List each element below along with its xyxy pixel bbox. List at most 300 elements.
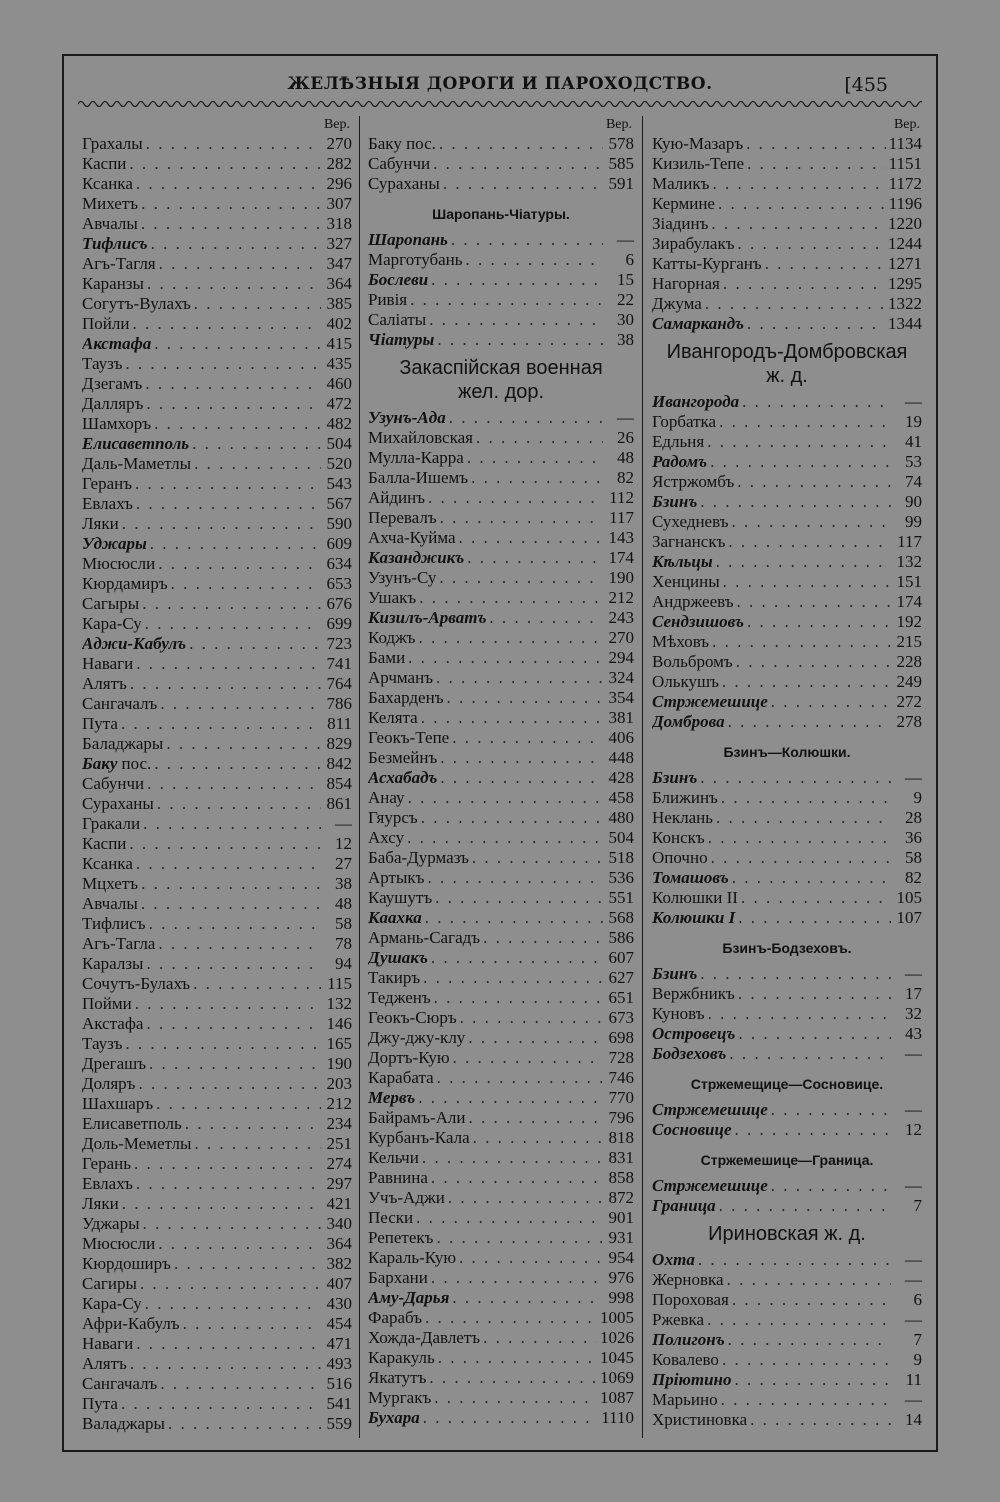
station-name: Стржемешице (652, 1176, 768, 1195)
distance-value: 58 (335, 914, 352, 933)
station-row (368, 708, 634, 728)
column-1 (82, 116, 352, 1434)
station-row (82, 554, 352, 574)
station-name: Алятъ (82, 1354, 127, 1373)
distance-value: 764 (326, 674, 352, 693)
station-row (368, 1288, 634, 1308)
leader-dots (440, 508, 603, 528)
distance-value: 1344 (888, 314, 922, 333)
station-row (652, 888, 922, 908)
station-name: Кизилъ-Арватъ (368, 608, 487, 627)
distance-value: 493 (326, 1354, 352, 1373)
station-name: Сочутъ-Булахъ (82, 974, 191, 993)
station-name: Кара-Су (82, 614, 142, 633)
station-row (82, 754, 352, 774)
distance-value: 954 (608, 1248, 634, 1267)
leader-dots (421, 708, 603, 728)
station-name: Душакъ (368, 948, 428, 967)
leader-dots (460, 1008, 603, 1028)
leader-dots (719, 412, 891, 432)
leader-dots (146, 394, 321, 414)
leader-dots (738, 908, 891, 928)
station-row (652, 314, 922, 334)
leader-dots (141, 214, 321, 234)
station-row (82, 354, 352, 374)
distance-value: 854 (326, 774, 352, 793)
leader-dots (136, 1334, 321, 1354)
station-row (368, 1268, 634, 1288)
distance-value: 382 (326, 1254, 352, 1273)
distance-value: 174 (896, 592, 922, 611)
leader-dots (158, 1234, 321, 1254)
distance-value: 627 (608, 968, 634, 987)
distance-value: 94 (335, 954, 352, 973)
leader-dots (436, 668, 603, 688)
distance-value: 551 (608, 888, 634, 907)
station-row (368, 1168, 634, 1188)
leader-dots (193, 974, 321, 994)
station-list (652, 1176, 922, 1216)
leader-dots (467, 548, 603, 568)
leader-dots (732, 1290, 891, 1310)
distance-value: — (905, 964, 922, 983)
leader-dots (483, 1328, 597, 1348)
distance-value: — (335, 814, 352, 833)
section-heading: Стржемешице—Граница. (700, 1152, 874, 1168)
leader-dots (140, 1274, 321, 1294)
distance-value: 541 (326, 1394, 352, 1413)
station-row (82, 774, 352, 794)
station-name: Таузъ (82, 354, 123, 373)
leader-dots (771, 692, 891, 712)
station-row (652, 1196, 922, 1216)
distance-value: 190 (326, 1054, 352, 1073)
station-row (368, 290, 634, 310)
station-row (82, 1194, 352, 1214)
station-row (82, 1114, 352, 1134)
leader-dots (166, 734, 321, 754)
station-name: Ивангорода (652, 392, 740, 411)
station-name: Учъ-Аджи (368, 1188, 445, 1207)
leader-dots (451, 230, 603, 250)
leader-dots (418, 628, 603, 648)
distance-value: 504 (608, 828, 634, 847)
station-row (82, 394, 352, 414)
distance-value: — (905, 1310, 922, 1329)
station-name: Ушакъ (368, 588, 417, 607)
station-row (82, 1014, 352, 1034)
station-name: Саліаты (368, 310, 427, 329)
station-name: Согутъ-Вулахъ (82, 294, 191, 313)
section-heading: Бзинъ-Бодзеховъ. (722, 940, 852, 956)
distance-value: 143 (608, 528, 634, 547)
leader-dots (705, 294, 885, 314)
leader-dots (718, 194, 886, 214)
leader-dots (136, 854, 321, 874)
leader-dots (747, 154, 886, 174)
distance-value: 38 (617, 330, 634, 349)
station-name: Граница (652, 1196, 716, 1215)
station-name: Пута (82, 1394, 118, 1413)
distance-value: 215 (896, 632, 922, 651)
station-row (82, 1034, 352, 1054)
station-list (368, 230, 634, 350)
distance-value: 243 (608, 608, 634, 627)
distance-value: 12 (335, 834, 352, 853)
distance-value: — (617, 408, 634, 427)
leader-dots (700, 768, 891, 788)
station-row (82, 154, 352, 174)
distance-value: 6 (913, 1290, 922, 1309)
distance-value: 82 (905, 868, 922, 887)
station-list (652, 964, 922, 1064)
leader-dots (721, 788, 891, 808)
station-row (652, 712, 922, 732)
station-name: Каушутъ (368, 888, 433, 907)
station-name: Тифлисъ (82, 234, 148, 253)
station-name: Дрегашъ (82, 1054, 147, 1073)
station-name: Мцхетъ (82, 874, 139, 893)
station-row (652, 1310, 922, 1330)
station-row (82, 594, 352, 614)
station-name: Сураханы (82, 794, 154, 813)
station-name: Узунъ-Ада (368, 408, 446, 427)
station-list (652, 1250, 922, 1430)
station-name: Узунъ-Су (368, 568, 437, 587)
distance-value: 28 (905, 808, 922, 827)
leader-dots (439, 568, 603, 588)
station-row (82, 1374, 352, 1394)
section-heading: Ириновская ж. д. (708, 1223, 866, 1245)
station-row (82, 174, 352, 194)
station-name: Баку (82, 754, 118, 773)
distance-value: 590 (326, 514, 352, 533)
leader-dots (154, 754, 321, 774)
leader-dots (141, 874, 321, 894)
station-name: Балла-Ишемъ (368, 468, 469, 487)
station-name: Сосновице (652, 1120, 732, 1139)
distance-value: 458 (608, 788, 634, 807)
distance-value: 591 (608, 174, 634, 193)
leader-dots (459, 1248, 603, 1268)
station-name: Конскъ (652, 828, 705, 847)
station-name: Ляки (82, 514, 119, 533)
station-name: Шахшаръ (82, 1094, 154, 1113)
leader-dots (142, 594, 321, 614)
page-title: ЖЕЛѢЗНЫЯ ДОРОГИ И ПАРОХОДСТВО. (287, 74, 713, 94)
section-heading-line: Закаспійская военная (399, 357, 603, 379)
station-row (368, 668, 634, 688)
station-row (652, 1290, 922, 1310)
station-name: Баба-Дурмазъ (368, 848, 469, 867)
leader-dots (711, 848, 891, 868)
distance-value: 673 (608, 1008, 634, 1027)
distance-value: 53 (905, 452, 922, 471)
station-name: Вержбникъ (652, 984, 735, 1003)
station-row (368, 528, 634, 548)
station-name: Дзегамъ (82, 374, 143, 393)
station-row (368, 628, 634, 648)
leader-dots (423, 968, 603, 988)
distance-value: 1151 (888, 154, 922, 173)
distance-value: 536 (608, 868, 634, 887)
leader-dots (136, 494, 321, 514)
station-row (652, 472, 922, 492)
verst-label: Вер. (323, 117, 350, 132)
distance-value: — (617, 230, 634, 249)
station-name: Хожда-Давлетъ (368, 1328, 481, 1347)
station-row (368, 330, 634, 350)
station-row (368, 468, 634, 488)
leader-dots (125, 354, 321, 374)
station-row (82, 1334, 352, 1354)
distance-value: 117 (609, 508, 634, 527)
station-row (82, 1254, 352, 1274)
station-name: Елисаветполь (82, 434, 190, 453)
column-divider-1 (359, 116, 360, 1438)
leader-dots (712, 632, 891, 652)
leader-dots (728, 1330, 891, 1350)
station-row (82, 954, 352, 974)
station-name: Михетъ (82, 194, 139, 213)
leader-dots (735, 1120, 892, 1140)
leader-dots (428, 488, 603, 508)
station-name: Островецъ (652, 1024, 736, 1043)
station-row (82, 1294, 352, 1314)
station-name: Валаджары (82, 1414, 165, 1433)
distance-value: 1196 (888, 194, 922, 213)
station-name: Елисаветполь (82, 1114, 182, 1133)
leader-dots (437, 330, 603, 350)
station-name: Далляръ (82, 394, 144, 413)
distance-value: 1045 (600, 1348, 634, 1367)
section-heading-line: жел. дор. (457, 381, 545, 403)
distance-value: 482 (326, 414, 352, 433)
station-name: Сагиры (82, 1274, 137, 1293)
station-row (652, 532, 922, 552)
station-name: Кизиль-Тепе (652, 154, 745, 173)
distance-value: 78 (335, 934, 352, 953)
leader-dots (132, 314, 321, 334)
station-row (82, 694, 352, 714)
station-row (652, 828, 922, 848)
station-name: Афри-Кабулъ (82, 1314, 180, 1333)
station-row (652, 214, 922, 234)
leader-dots (143, 814, 321, 834)
distance-value: 504 (326, 434, 352, 453)
distance-value: 472 (326, 394, 352, 413)
leader-dots (707, 1310, 891, 1330)
station-name: Колюшки II (652, 888, 738, 907)
station-row (82, 1414, 352, 1434)
leader-dots (472, 848, 603, 868)
leader-dots (141, 194, 321, 214)
station-row (368, 988, 634, 1008)
leader-dots (122, 514, 321, 534)
distance-value: 22 (617, 290, 634, 309)
leader-dots (431, 270, 603, 290)
distance-value: 543 (326, 474, 352, 493)
section-heading-line: Ивангородъ-Домбровская (666, 341, 908, 363)
distance-value: 385 (326, 294, 352, 313)
station-row (652, 1410, 922, 1430)
leader-dots (711, 214, 885, 234)
leader-dots (146, 1014, 321, 1034)
station-row (652, 154, 922, 174)
station-row (368, 688, 634, 708)
distance-value: 1005 (600, 1308, 634, 1327)
leader-dots (141, 894, 321, 914)
station-row (652, 572, 922, 592)
station-name: Мюсюсли (82, 554, 156, 573)
leader-dots (143, 1214, 321, 1234)
leader-dots (700, 964, 891, 984)
station-row (82, 514, 352, 534)
leader-dots (135, 474, 321, 494)
distance-value: 415 (326, 334, 352, 353)
station-row (82, 474, 352, 494)
leader-dots (150, 534, 321, 554)
distance-value: 454 (326, 1314, 352, 1333)
station-name: Вольбромъ (652, 652, 733, 671)
distance-value: 297 (326, 1174, 352, 1193)
station-name: Каралзы (82, 954, 144, 973)
leader-dots (738, 234, 886, 254)
leader-dots (429, 1368, 597, 1388)
distance-value: 7 (913, 1196, 922, 1215)
station-row (368, 1408, 634, 1428)
distance-value: 32 (905, 1004, 922, 1023)
station-name: Уджары (82, 534, 147, 553)
distance-value: 48 (617, 448, 634, 467)
station-row (82, 374, 352, 394)
distance-value: 651 (608, 988, 634, 1007)
station-row (652, 1044, 922, 1064)
station-row (82, 1174, 352, 1194)
station-name: Загнанскъ (652, 532, 726, 551)
station-row (82, 634, 352, 654)
distance-value: — (905, 1044, 922, 1063)
station-name: Джума (652, 294, 702, 313)
station-name: Курбанъ-Кала (368, 1128, 470, 1147)
station-row (368, 1088, 634, 1108)
station-name: Мюсюсли (82, 1234, 156, 1253)
distance-value: 36 (905, 828, 922, 847)
station-row (368, 1048, 634, 1068)
leader-dots (723, 572, 891, 592)
station-row (652, 512, 922, 532)
station-name: Безмейнъ (368, 748, 438, 767)
leader-dots (145, 614, 321, 634)
station-row (652, 254, 922, 274)
page-number: [455 (844, 74, 888, 96)
distance-value: 294 (608, 648, 634, 667)
leader-dots (418, 1088, 603, 1108)
leader-dots (722, 672, 891, 692)
station-name: Наваги (82, 654, 134, 673)
station-row (652, 1024, 922, 1044)
station-name: Пороховая (652, 1290, 729, 1309)
leader-dots (459, 528, 603, 548)
distance-value: 831 (608, 1148, 634, 1167)
distance-value: 1172 (888, 174, 922, 193)
station-name: Авчалы (82, 214, 138, 233)
leader-dots (736, 652, 891, 672)
distance-value: 1069 (600, 1368, 634, 1387)
distance-value: 698 (608, 1028, 634, 1047)
distance-value: 278 (896, 712, 922, 731)
station-name: Зирабулакъ (652, 234, 735, 253)
station-name: Гракали (82, 814, 141, 833)
leader-dots (728, 712, 891, 732)
leader-dots (747, 314, 885, 334)
leader-dots (136, 1174, 321, 1194)
leader-dots (448, 1188, 603, 1208)
station-name: Марьино (652, 1390, 718, 1409)
station-name: Равнина (368, 1168, 428, 1187)
distance-value: 1295 (888, 274, 922, 293)
leader-dots (467, 448, 603, 468)
leader-dots (121, 714, 321, 734)
station-name: Ксанка (82, 854, 133, 873)
station-name: Каспи (82, 834, 127, 853)
station-name: Бархани (368, 1268, 428, 1287)
distance-value: 430 (326, 1294, 352, 1313)
distance-value: 1026 (600, 1328, 634, 1347)
station-name: Кую-Мазаръ (652, 134, 744, 153)
distance-value: 251 (326, 1134, 352, 1153)
station-name: Нагорная (652, 274, 720, 293)
leader-dots (194, 294, 321, 314)
leader-dots (146, 134, 321, 154)
leader-dots (742, 392, 891, 412)
station-row (368, 1108, 634, 1128)
station-row (82, 894, 352, 914)
station-name: Мѣховъ (652, 632, 710, 651)
station-row (652, 692, 922, 712)
distance-value: 518 (608, 848, 634, 867)
station-name: Пойми (82, 994, 132, 1013)
distance-value: 30 (617, 310, 634, 329)
leader-dots (741, 888, 891, 908)
station-row (82, 494, 352, 514)
leader-dots (438, 1348, 597, 1368)
distance-value: 132 (326, 994, 352, 1013)
leader-dots (157, 794, 321, 814)
distance-value: 723 (326, 634, 352, 653)
station-row (652, 1330, 922, 1350)
station-row (82, 914, 352, 934)
station-row (82, 994, 352, 1014)
distance-value: 228 (896, 652, 922, 671)
distance-value: 402 (326, 314, 352, 333)
station-row (82, 674, 352, 694)
leader-dots (423, 1408, 599, 1428)
station-name: Радомъ (652, 452, 708, 471)
station-name: Баладжары (82, 734, 164, 753)
station-name: Дортъ-Кую (368, 1048, 450, 1067)
station-name: Бзинъ (652, 768, 698, 787)
station-name: Кюрдоширъ (82, 1254, 171, 1273)
station-name: Бослеви (368, 270, 429, 289)
station-row (652, 1390, 922, 1410)
leader-dots (747, 612, 891, 632)
station-row (82, 574, 352, 594)
distance-value: 1244 (888, 234, 922, 253)
leader-dots (452, 1288, 603, 1308)
leader-dots (489, 608, 603, 628)
distance-value: — (905, 392, 922, 411)
